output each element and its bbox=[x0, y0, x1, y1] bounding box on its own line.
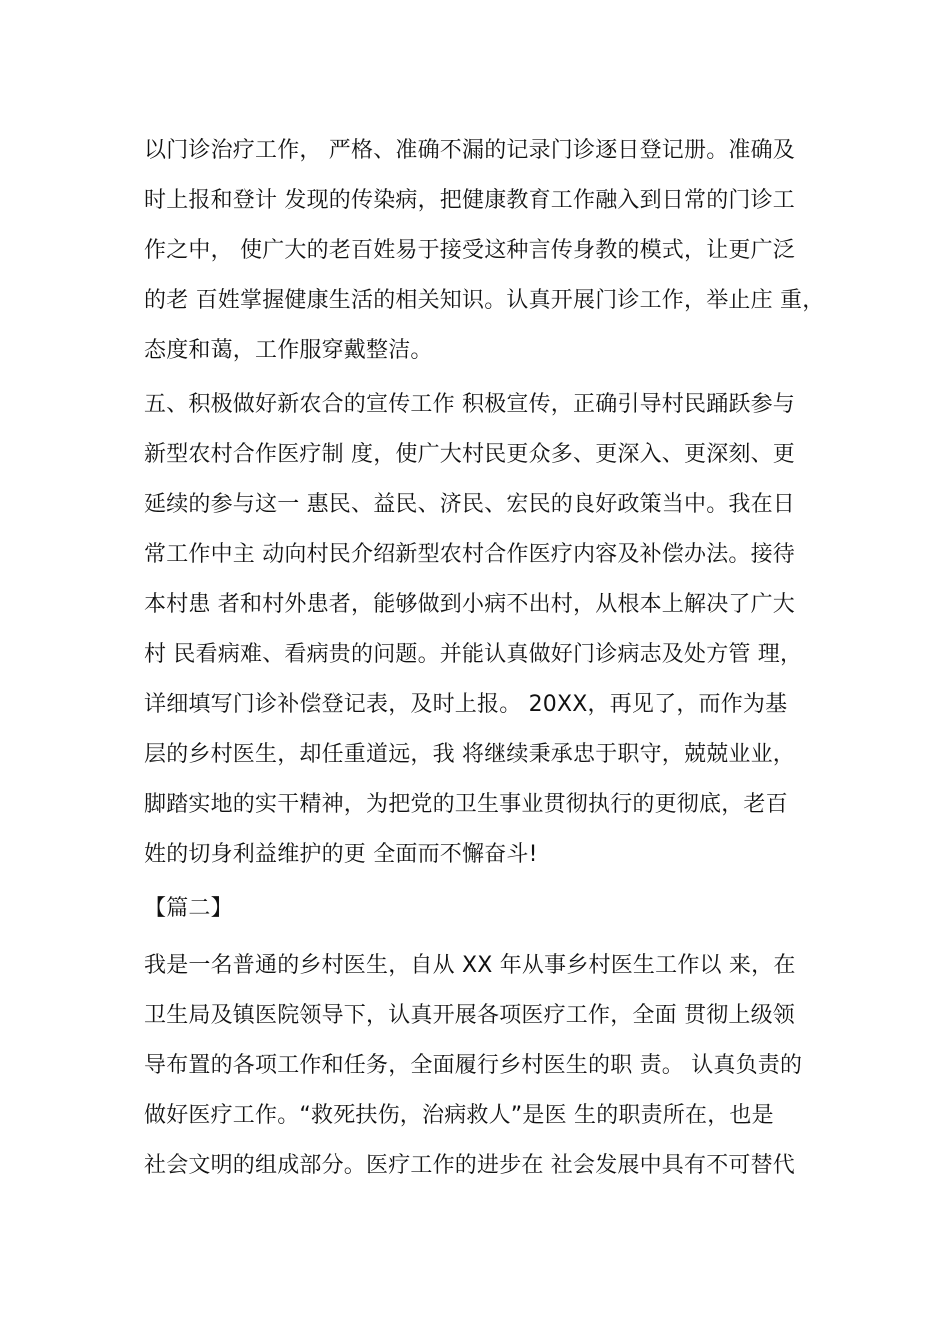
text-line: 的老 百姓掌握健康生活的相关知识。认真开展门诊工作，举止庄 重， bbox=[144, 288, 825, 313]
text-line: 我是一名普通的乡村医生，自从 XX 年从事乡村医生工作以 来，在 bbox=[144, 953, 796, 978]
text-line: 态度和蔼，工作服穿戴整洁。 bbox=[144, 338, 433, 363]
text-line: 作之中， 使广大的老百姓易于接受这种言传身教的模式，让更广泛 bbox=[144, 238, 795, 263]
text-line: 姓的切身利益维护的更 全面而不懈奋斗! bbox=[144, 842, 538, 867]
text-line: 新型农村合作医疗制 度，使广大村民更众多、更深入、更深刻、更 bbox=[144, 442, 795, 467]
text-line: 卫生局及镇医院领导下，认真开展各项医疗工作，全面 贯彻上级领 bbox=[144, 1003, 795, 1028]
text-line: 常工作中主 动向村民介绍新型农村合作医疗内容及补偿办法。接待 bbox=[144, 542, 795, 567]
text-line: 以门诊治疗工作， 严格、准确不漏的记录门诊逐日登记册。准确及 bbox=[144, 138, 795, 163]
text-line: 社会文明的组成部分。医疗工作的进步在 社会发展中具有不可替代 bbox=[144, 1153, 795, 1178]
text-line: 脚踏实地的实干精神，为把党的卫生事业贯彻执行的更彻底，老百 bbox=[144, 792, 788, 817]
text-line: 延续的参与这一 惠民、益民、济民、宏民的良好政策当中。我在日 bbox=[144, 492, 795, 517]
text-line: 做好医疗工作。“救死扶伤，治病救人”是医 生的职责所在，也是 bbox=[144, 1103, 774, 1128]
text-line: 五、积极做好新农合的宣传工作 积极宣传，正确引导村民踊跃参与 bbox=[144, 392, 795, 417]
text-line: 本村患 者和村外患者，能够做到小病不出村，从根本上解决了广大 bbox=[144, 592, 795, 617]
text-line: 详细填写门诊补偿登记表，及时上报。 20XX，再见了，而作为基 bbox=[144, 692, 788, 717]
text-line: 导布置的各项工作和任务，全面履行乡村医生的职 责。 认真负责的 bbox=[144, 1053, 803, 1078]
section-heading: 【篇二】 bbox=[144, 896, 233, 921]
text-line: 村 民看病难、看病贵的问题。并能认真做好门诊病志及处方管 理， bbox=[144, 642, 803, 667]
text-line: 时上报和登计 发现的传染病，把健康教育工作融入到日常的门诊工 bbox=[144, 188, 795, 213]
text-line: 层的乡村医生，却任重道远，我 将继续秉承忠于职守，兢兢业业， bbox=[144, 742, 795, 767]
